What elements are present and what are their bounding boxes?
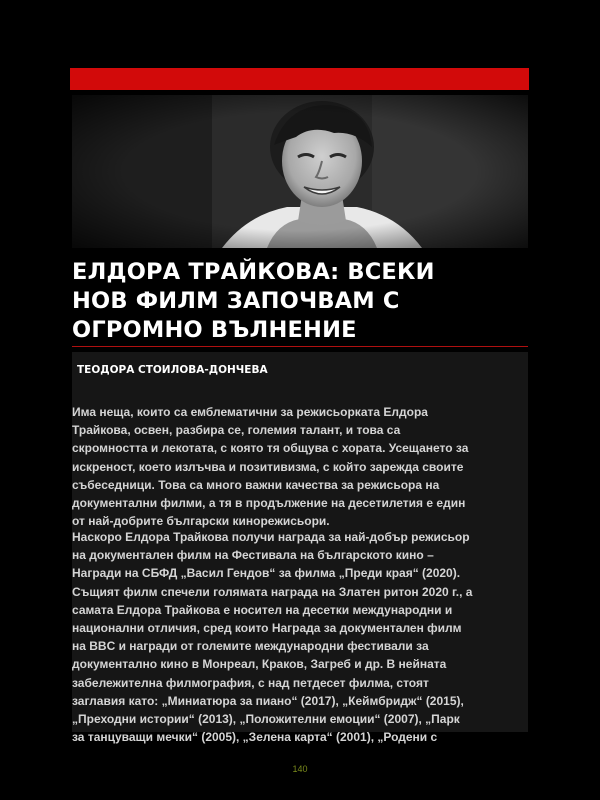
- paragraph-line: самата Елдора Трайкова е носител на десетки международни и: [72, 602, 453, 617]
- paragraph-line: събеседници. Това са много важни качества за режисьора на: [72, 477, 440, 492]
- paragraph-line: на документален филм на Фестивала на българското кино –: [72, 548, 434, 563]
- paragraph-line: Награди на СБФД „Васил Гендов“ за филма „Преди края“ (2020).: [72, 566, 461, 581]
- paragraph-line: Трайкова, освен, разбира се, големия талант, и това са: [72, 423, 401, 438]
- headline-line: НОВ ФИЛМ ЗАПОЧВАМ С: [72, 288, 400, 314]
- paragraph-line: Има неща, които са емблематични за режисьорката Елдора: [72, 405, 428, 419]
- portrait-illustration: [72, 95, 528, 248]
- paragraph-line: за танцуващи мечки“ (2005), „Зелена карта“ (2001), „Родени с: [72, 730, 438, 745]
- author-byline: ТЕОДОРА СТОИЛОВА-ДОНЧЕВА: [77, 364, 268, 376]
- paragraph-line: скромността и лекотата, с която тя общува с хората. Усещането за: [72, 441, 469, 456]
- headline-line: ЕЛДОРА ТРАЙКОВА: ВСЕКИ: [72, 259, 435, 285]
- paragraph-line: забележителна филмография, с над петдесет филма, стоят: [72, 675, 429, 690]
- article-body-box: [72, 352, 528, 745]
- article-headline: [72, 258, 528, 345]
- headline-line: ОГРОМНО ВЪЛНЕНИЕ: [72, 317, 357, 343]
- headline-divider: [72, 346, 528, 347]
- article-paragraph-2: [72, 528, 528, 746]
- page-number: 140: [292, 764, 308, 774]
- paragraph-line: заглавия като: „Миниатюра за пиано“ (2017), „Кеймбридж“ (2015),: [72, 693, 464, 708]
- paragraph-line: Наскоро Елдора Трайкова получи награда за най-добър режисьор: [72, 530, 470, 544]
- paragraph-line: Същият филм спечели голямата награда на Златен ритон 2020 г., а: [72, 584, 473, 599]
- paragraph-line: на BBC и награди от големите международни фестивали за: [72, 639, 429, 654]
- paragraph-line: документално кино в Монреал, Краков, Загреб и др. В нейната: [72, 657, 447, 672]
- portrait-photo: [72, 95, 528, 248]
- article-paragraph-1: [72, 403, 528, 530]
- accent-red-bar: [70, 68, 529, 90]
- paragraph-line: искреност, което излъчва и позитивизма, с който зарежда своите: [72, 459, 464, 474]
- paragraph-line: „Преходни истории“ (2013), „Положителни емоции“ (2007), „Парк: [72, 712, 460, 727]
- paragraph-line: документални филми, а тя в продължение на десетилетия е един: [72, 496, 466, 511]
- paragraph-line: от най-добрите български кинорежисьори.: [72, 514, 330, 529]
- paragraph-line: национални отличия, сред които Награда за документален филм: [72, 621, 462, 636]
